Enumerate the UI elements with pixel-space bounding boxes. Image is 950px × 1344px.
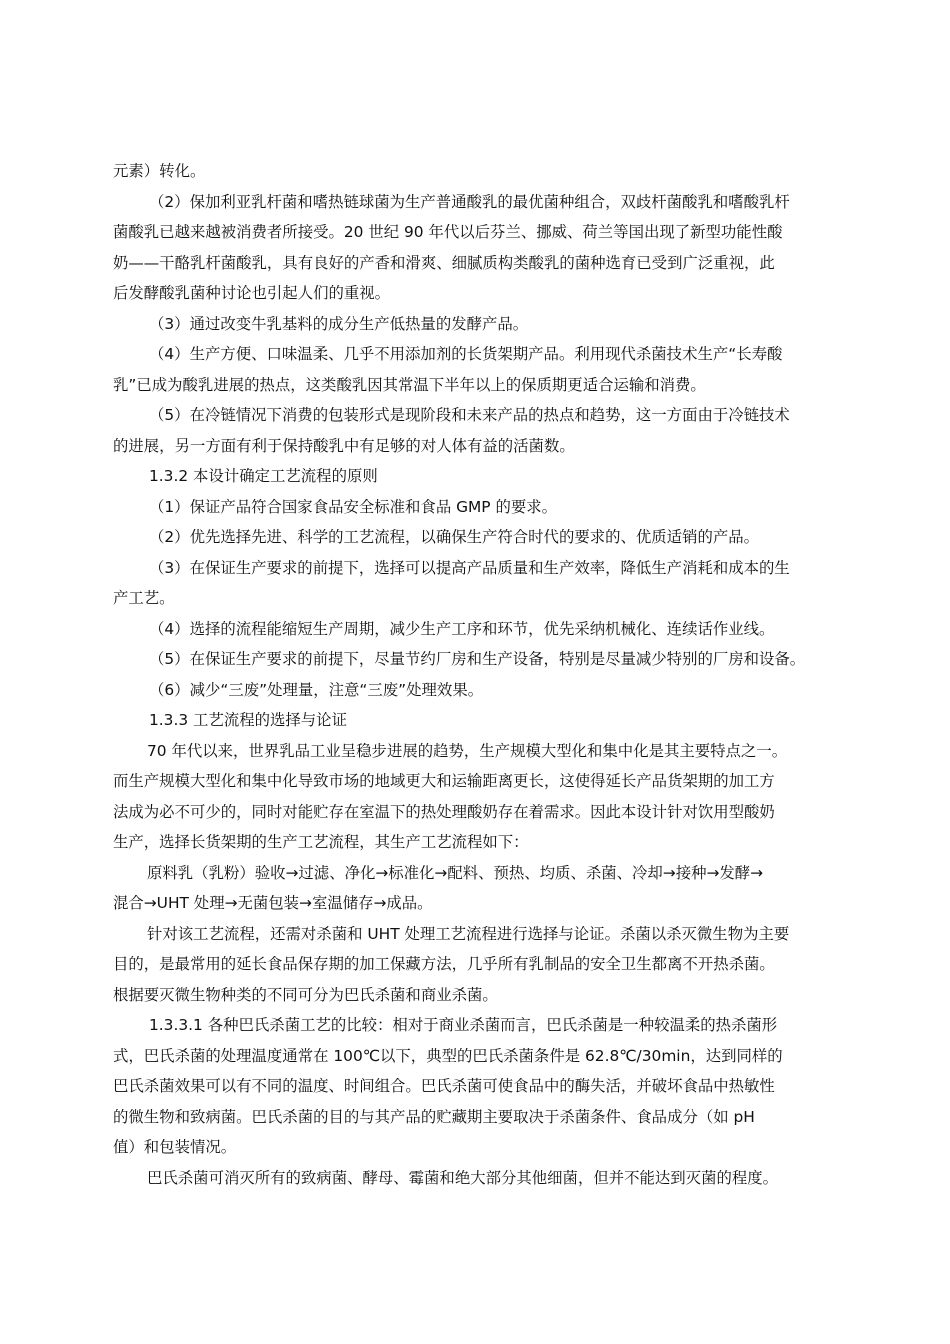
paragraph-line: （6）减少“三废”处理量，注意“三废”处理效果。 [149, 680, 484, 699]
process-flow-line: 混合→UHT 处理→无菌包装→室温储存→成品。 [113, 894, 433, 912]
paragraph-line: 式，巴氏杀菌的处理温度通常在 100℃以下，典型的巴氏杀菌条件是 62.8℃/30min，达到同样的 [113, 1046, 783, 1065]
paragraph-line: 巴氏杀菌效果可以有不同的温度、时间组合。巴氏杀菌可使食品中的酶失活，并破坏食品中热敏性 [113, 1077, 775, 1095]
paragraph-line: 生产，选择长货架期的生产工艺流程，其生产工艺流程如下： [113, 833, 529, 851]
paragraph-line: 产工艺。 [113, 589, 175, 607]
process-flow-line: 原料乳（乳粉）验收→过滤、净化→标准化→配料、预热、均质、杀菌、冷却→接种→发酵→ [147, 863, 764, 882]
paragraph-line: 乳”已成为酸乳进展的热点，这类酸乳因其常温下半年以上的保质期更适合运输和消费。 [113, 375, 706, 394]
paragraph-line: （5）在冷链情况下消费的包装形式是现阶段和未来产品的热点和趋势，这一方面由于冷链技术 [149, 406, 790, 424]
paragraph-line: 法成为必不可少的，同时对能贮存在室温下的热处理酸奶存在着需求。因此本设计针对饮用型酸奶 [113, 802, 775, 821]
paragraph-line: 元素）转化。 [113, 162, 206, 180]
paragraph-line: （5）在保证生产要求的前提下，尽量节约厂房和生产设备，特别是尽量减少特别的厂房和设备。 [149, 650, 806, 668]
paragraph-line: 目的，是最常用的延长食品保存期的加工保藏方法，几乎所有乳制品的安全卫生都离不开热杀菌。 [113, 955, 775, 973]
section-heading: 1.3.3 工艺流程的选择与论证 [149, 711, 347, 729]
paragraph-line: （4）选择的流程能缩短生产周期，减少生产工序和环节，优先采纳机械化、连续话作业线。 [149, 619, 775, 638]
paragraph-line: 的进展，另一方面有利于保持酸乳中有足够的对人体有益的活菌数。 [113, 436, 575, 455]
paragraph-line: （1）保证产品符合国家食品安全标准和食品 GMP 的要求。 [149, 497, 558, 516]
paragraph-line: （3）在保证生产要求的前提下，选择可以提高产品质量和生产效率，降低生产消耗和成本的生 [149, 558, 790, 577]
paragraph-line: 值）和包装情况。 [113, 1138, 237, 1156]
paragraph-line: 后发酵酸乳菌种讨论也引起人们的重视。 [113, 284, 391, 302]
paragraph-line: 针对该工艺流程，还需对杀菌和 UHT 处理工艺流程进行选择与论证。杀菌以杀灭微生物为主要 [147, 924, 790, 943]
paragraph-line: 菌酸乳已越来越被消费者所接受。20 世纪 90 年代以后芬兰、挪威、荷兰等国出现了新型功能性酸 [113, 223, 783, 241]
paragraph-line: 巴氏杀菌可消灭所有的致病菌、酵母、霉菌和绝大部分其他细菌，但并不能达到灭菌的程度。 [147, 1168, 779, 1187]
paragraph-line: 70 年代以来，世界乳品工业呈稳步进展的趋势，生产规模大型化和集中化是其主要特点之一。 [147, 741, 788, 760]
paragraph-line: 奶——干酪乳杆菌酸乳，具有良好的产香和滑爽、细腻质构类酸乳的菌种选育已受到广泛重视，此 [113, 253, 775, 272]
paragraph-line: （4）生产方便、口味温柔、几乎不用添加剂的长货架期产品。利用现代杀菌技术生产“长寿酸 [149, 345, 783, 363]
paragraph-line: （2）保加利亚乳杆菌和嗜热链球菌为生产普通酸乳的最优菌种组合，双歧杆菌酸乳和嗜酸乳杆 [149, 192, 790, 211]
paragraph-line: （2）优先选择先进、科学的工艺流程，以确保生产符合时代的要求的、优质适销的产品。 [149, 528, 760, 546]
paragraph-line: 的微生物和致病菌。巴氏杀菌的目的与其产品的贮藏期主要取决于杀菌条件、食品成分（如 pH [113, 1107, 755, 1126]
paragraph-line: 而生产规模大型化和集中化导致市场的地域更大和运输距离更长，这使得延长产品货架期的加工方 [113, 772, 775, 790]
paragraph-line: （3）通过改变牛乳基料的成分生产低热量的发酵产品。 [149, 314, 529, 333]
section-heading: 1.3.2 本设计确定工艺流程的原则 [149, 467, 378, 485]
subsection-paragraph-line: 1.3.3.1 各种巴氏杀菌工艺的比较：相对于商业杀菌而言，巴氏杀菌是一种较温柔的热杀菌形 [149, 1016, 778, 1034]
paragraph-line: 根据要灭微生物种类的不同可分为巴氏杀菌和商业杀菌。 [113, 985, 498, 1004]
